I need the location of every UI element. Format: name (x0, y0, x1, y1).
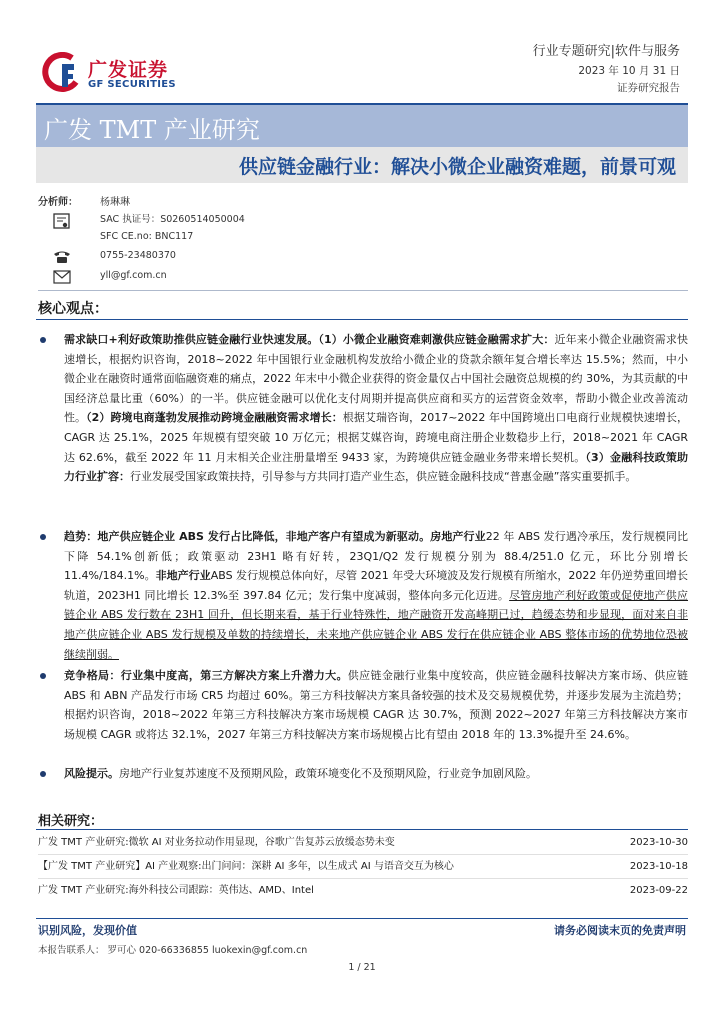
logo-text-cn: 广发证券 (88, 59, 169, 81)
footer-divider (36, 918, 688, 919)
related-item-date: 2023-10-30 (629, 837, 688, 848)
phone-icon (52, 249, 72, 265)
series-title: 广发 TMT 产业研究 (44, 116, 260, 144)
analyst-name: 杨琳琳 (100, 197, 130, 208)
related-item[interactable] (38, 832, 688, 855)
report-date: 2023 年 10 月 31 日 (578, 65, 680, 77)
page-number: 1 / 21 (348, 962, 376, 973)
report-type: 证券研究报告 (617, 82, 680, 94)
logo-text-en: GF SECURITIES (88, 79, 176, 90)
core-point-trend: 趋势：地产供应链企业 ABS 发行占比降低，非地产客户有望成为新驱动。房地产行业22 年 ABS 发行遇冷承压，发行规模同比下降 54.1%创新低；政策驱动 23H1 略有好转，23Q1/Q2 发行规模分别为 88.4/251.0 亿元，环比分别增长 11.4%/184.1%。非地产行业ABS 发行规模总体向好，尽管 2021 年受大环境波及发行规模有所缩水，2022 年仍逆势重回增长轨道，2023H1 同比增长 12.3%至 397.84 亿元；发行集中度减弱，整体向多元化迈进。尽管房地产利好政策或促使地产供应链企业 ABS 发行数在 23H1 回升，但长期来看，基于行业特殊性，地产融资开发高峰期已过，趋缓态势和步显现，面对来自非地产供应链企业 ABS 发行规模及单数的持续增长，未来地产供应链企业 ABS 发行在供应链企业 ABS 整体市场的优势地位恐被继续削弱。 (64, 527, 688, 664)
certificate-icon (52, 213, 72, 229)
analyst-email[interactable]: yll@gf.com.cn (100, 270, 167, 281)
email-icon (52, 269, 72, 285)
analyst-phone: 0755-23480370 (100, 250, 176, 261)
related-item-title[interactable]: 广发 TMT 产业研究:微软 AI 对业务拉动作用显现，谷歌广告复苏云放缓态势未变 (38, 837, 395, 848)
related-divider (36, 829, 688, 830)
analyst-sfc: SFC CE.no: BNC117 (100, 231, 194, 242)
related-item-title[interactable]: 【广发 TMT 产业研究】AI 产业观察:出门问问：深耕 AI 多年，以生成式 AI 与语音交互为核心 (38, 861, 454, 872)
footer-contact: 本报告联系人： 罗可心 020-66336855 luokexin@gf.com.cn (38, 945, 308, 956)
core-views-title: 核心观点： (38, 301, 108, 317)
core-point-competition: 竞争格局：行业集中度高，第三方解决方案上升潜力大。供应链金融行业集中度较高，供应链金融科技解决方案市场、供应链 ABS 和 ABN 产品发行市场 CR5 均超过 60%。第三方科技解决方案具备较强的技术及交易规模优势，并逐步发展为主流趋势；根据灼识咨询，2018~2022 年第三方科技解决方案市场规模 CAGR 达 30.7%，预测 2022~2027 年第三方科技解决方案市场规模 CAGR 或将达 32.1%，2027 年第三方科技解决方案市场规模占比有望由 2018 年的 13.3%提升至 24.6%。 (64, 666, 688, 744)
related-item-date: 2023-09-22 (629, 885, 688, 896)
report-category: 行业专题研究|软件与服务 (532, 44, 680, 59)
analyst-label: 分析师： (38, 197, 78, 208)
core-point-risk: 风险提示。房地产行业复苏速度不及预期风险，政策环境变化不及预期风险，行业竞争加剧风险。 (64, 764, 688, 784)
core-point-demand: 需求缺口+利好政策助推供应链金融行业快速发展。（1）小微企业融资难刺激供应链金融需求扩大：近年来小微企业融资需求快速增长，根据灼识咨询，2018~2022 年中国银行业金融机构发放给小微企业的贷款余额年复合增长率达 15.5%；然而，中小微企业在融资时通常面临融资难的痛点，2022 年末中小微企业获得的资金量仅占中国社会融资总规模的约 30%，为其贡献的中国经济总量比重（60%）的一半。供应链金融可以优化支付周期并提高供应商和买方的运营资金效率，帮助小微企业改善流动性。（2）跨境电商蓬勃发展推动跨境金融融资需求增长：根据艾瑞咨询，2017~2022 年中国跨境出口电商行业规模快速增长，CAGR 达 25.1%，2025 年规模有望突破 10 万亿元；根据艾媒咨询，跨境电商注册企业数稳步上行，2018~2021 年 CAGR 达 62.6%，截至 2022 年 11 月末相关企业注册量增至 9433 家，为跨境供应链金融业务带来增长契机。（3）金融科技政策助力行业扩容：行业发展受国家政策扶持，引导参与方共同打造产业生态，供应链金融科技成“普惠金融”落实重要抓手。 (64, 330, 688, 487)
gf-logo-icon (42, 52, 84, 94)
related-item[interactable] (38, 856, 688, 879)
related-research-title: 相关研究： (38, 814, 104, 829)
report-title: 供应链金融行业：解决小微企业融资难题，前景可观 (238, 156, 676, 178)
gf-logo (42, 52, 192, 94)
footer-slogan: 识别风险，发现价值 (38, 924, 137, 937)
related-item-date: 2023-10-18 (629, 861, 688, 872)
related-item-title[interactable]: 广发 TMT 产业研究:海外科技公司跟踪：英伟达、AMD、Intel (38, 885, 314, 896)
footer-disclaimer-note: 请务必阅读末页的免责声明 (554, 924, 686, 937)
core-divider (36, 319, 688, 320)
analyst-sac: SAC 执证号：S0260514050004 (100, 214, 245, 225)
related-item[interactable] (38, 880, 688, 902)
analyst-divider (38, 290, 688, 291)
